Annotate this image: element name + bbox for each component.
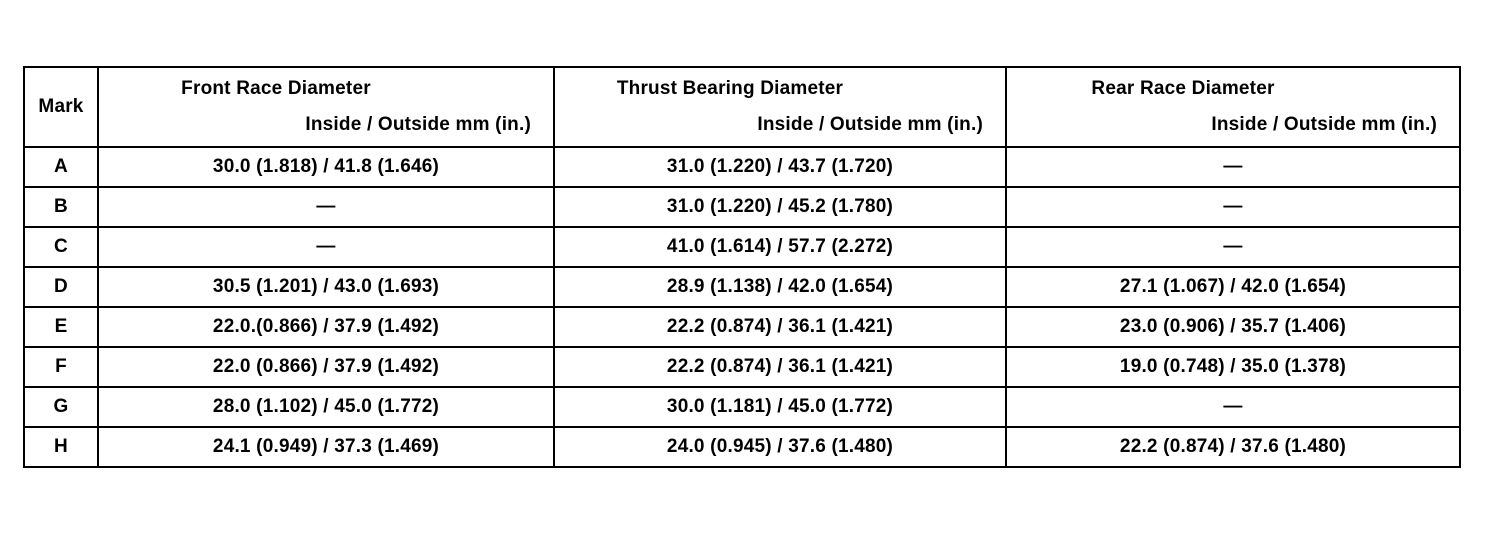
header-row (24, 67, 1460, 147)
front-race-header (98, 67, 554, 147)
mark-cell: D (24, 267, 98, 307)
rear-race-units: Inside / Outside mm (in.) (1211, 114, 1437, 135)
table-row (24, 427, 1460, 467)
thrust-bearing-units: Inside / Outside mm (in.) (757, 114, 983, 135)
rear-race-cell: — (1006, 187, 1460, 227)
mark-cell: A (24, 147, 98, 187)
mark-cell: C (24, 227, 98, 267)
rear-race-header (1006, 67, 1460, 147)
table-row (24, 347, 1460, 387)
mark-header: Mark (24, 67, 98, 147)
thrust-bearing-cell: 31.0 (1.220) / 43.7 (1.720) (554, 147, 1006, 187)
rear-race-title: Rear Race Diameter (1091, 78, 1275, 99)
front-race-cell: — (98, 227, 554, 267)
table-row (24, 187, 1460, 227)
front-race-units: Inside / Outside mm (in.) (305, 114, 531, 135)
thrust-bearing-cell: 30.0 (1.181) / 45.0 (1.772) (554, 387, 1006, 427)
table-row (24, 227, 1460, 267)
race-diameter-table (23, 66, 1461, 468)
front-race-cell: 30.5 (1.201) / 43.0 (1.693) (98, 267, 554, 307)
table-row (24, 267, 1460, 307)
mark-cell: G (24, 387, 98, 427)
rear-race-cell: — (1006, 147, 1460, 187)
mark-cell: E (24, 307, 98, 347)
table-row (24, 307, 1460, 347)
rear-race-cell: — (1006, 387, 1460, 427)
front-race-cell: 30.0 (1.818) / 41.8 (1.646) (98, 147, 554, 187)
thrust-bearing-cell: 22.2 (0.874) / 36.1 (1.421) (554, 307, 1006, 347)
front-race-cell: 22.0.(0.866) / 37.9 (1.492) (98, 307, 554, 347)
table-row (24, 387, 1460, 427)
rear-race-cell: 19.0 (0.748) / 35.0 (1.378) (1006, 347, 1460, 387)
thrust-bearing-cell: 24.0 (0.945) / 37.6 (1.480) (554, 427, 1006, 467)
thrust-bearing-cell: 22.2 (0.874) / 36.1 (1.421) (554, 347, 1006, 387)
front-race-title: Front Race Diameter (181, 78, 371, 99)
thrust-bearing-cell: 41.0 (1.614) / 57.7 (2.272) (554, 227, 1006, 267)
thrust-bearing-header (554, 67, 1006, 147)
mark-cell: F (24, 347, 98, 387)
front-race-cell: 28.0 (1.102) / 45.0 (1.772) (98, 387, 554, 427)
front-race-cell: 22.0 (0.866) / 37.9 (1.492) (98, 347, 554, 387)
table-row (24, 147, 1460, 187)
thrust-bearing-cell: 31.0 (1.220) / 45.2 (1.780) (554, 187, 1006, 227)
front-race-cell: — (98, 187, 554, 227)
thrust-bearing-cell: 28.9 (1.138) / 42.0 (1.654) (554, 267, 1006, 307)
mark-cell: H (24, 427, 98, 467)
thrust-bearing-title: Thrust Bearing Diameter (616, 78, 844, 99)
rear-race-cell: 23.0 (0.906) / 35.7 (1.406) (1006, 307, 1460, 347)
mark-cell: B (24, 187, 98, 227)
rear-race-cell: — (1006, 227, 1460, 267)
rear-race-cell: 27.1 (1.067) / 42.0 (1.654) (1006, 267, 1460, 307)
rear-race-cell: 22.2 (0.874) / 37.6 (1.480) (1006, 427, 1460, 467)
front-race-cell: 24.1 (0.949) / 37.3 (1.469) (98, 427, 554, 467)
